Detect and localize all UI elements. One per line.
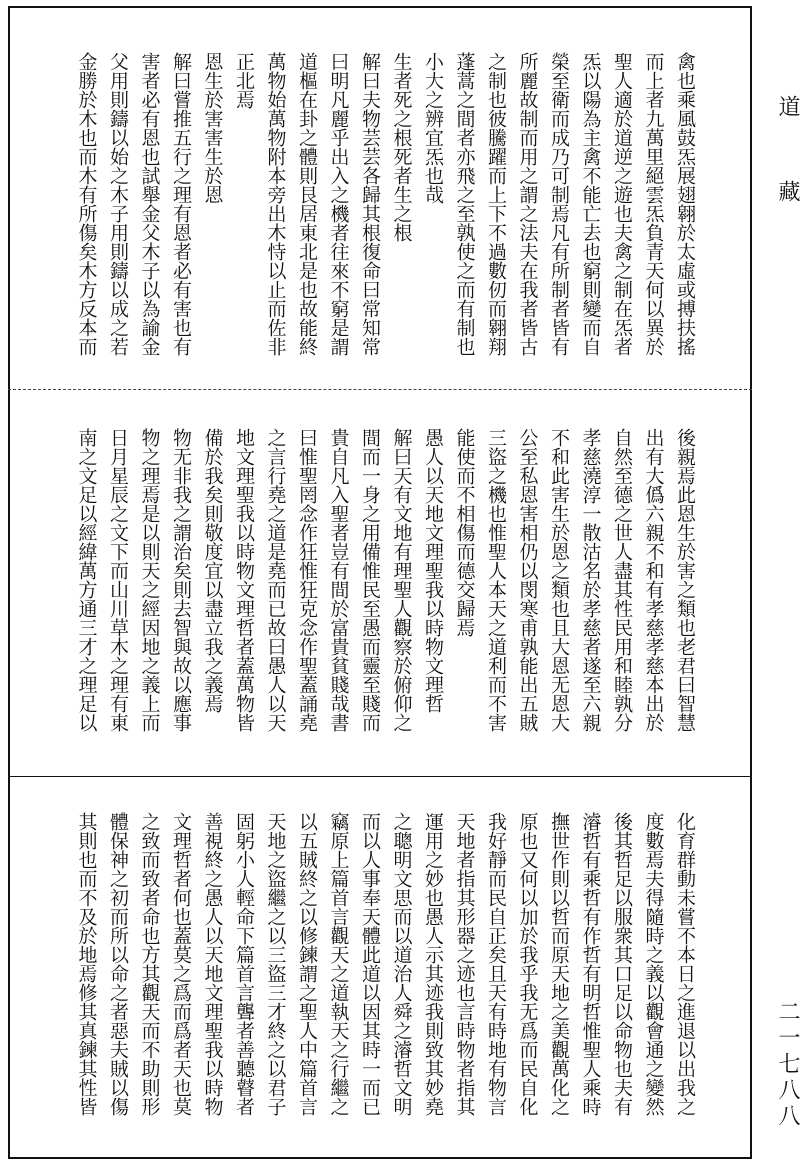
text-column: 日月星辰之文下而山川草木之理有東 <box>107 428 129 732</box>
text-column: 恩生於害害生於恩 <box>201 52 224 204</box>
text-column: 解曰嘗推五行之理有恩者必有害也有 <box>170 52 192 356</box>
margin-title-top: 道 <box>775 95 800 123</box>
text-column: 天地者指其形器之迹也言時物者指其 <box>453 812 476 1116</box>
text-column: 以五賊終之以修鍊謂之聖人中篇首言 <box>296 812 318 1116</box>
text-column: 炁以陽為主禽不能亡去也窮則變而自 <box>579 52 602 356</box>
text-column: 三盜之機也惟聖人本天之道利而不害 <box>485 428 507 732</box>
text-column: 後其哲足以服衆其口足以命物也夫有 <box>611 812 633 1116</box>
text-column: 地文理聖我以時物文理哲者蓋萬物皆 <box>233 428 255 732</box>
band-divider-1 <box>8 389 752 390</box>
text-column: 而上者九萬里絕雲炁負青天何以異於 <box>642 52 665 356</box>
text-column: 孝慈澆淳一散沽名於孝慈者遂至六親 <box>579 428 602 732</box>
band-divider-2 <box>8 776 752 777</box>
text-column: 所麗故制而用之謂之法夫在我者皆古 <box>516 52 539 356</box>
text-column: 公至私恩害相仍以閔寒甫孰能出五賊 <box>516 428 539 732</box>
text-column: 物无非我之謂治矣則去智與故以應事 <box>170 428 192 732</box>
text-column: 榮至衛而成乃可制焉凡有所制者皆有 <box>548 52 570 356</box>
text-column: 運用之妙也愚人示其迹我則致其妙堯 <box>422 812 444 1116</box>
text-column: 貴自凡入聖者豈有間於富貴貧賤哉書 <box>327 428 350 732</box>
text-column: 而以人事奉天體此道以因其時一而已 <box>359 812 381 1116</box>
text-column: 原也又何以加於我乎我无爲而民自化 <box>516 812 539 1116</box>
text-column: 聖人適於道逆之遊也夫禽之制在炁者 <box>611 52 633 356</box>
text-column: 曰明凡麗乎出入之機者往來不窮是謂 <box>327 52 350 356</box>
text-column: 生者死之根死者生之根 <box>390 52 413 242</box>
text-column: 不和此害生於恩之類也且大恩无恩大 <box>548 428 570 732</box>
text-column: 之言行堯之道是堯而已故曰愚人以天 <box>264 428 287 732</box>
text-column: 自然至德之世人盡其性民用和睦孰分 <box>611 428 633 732</box>
text-column: 蓬蒿之間者亦飛之至孰使之而有制也 <box>453 52 476 356</box>
text-column: 備於我矣則敬度宜以盡立我之義焉 <box>201 428 224 713</box>
text-column: 撫世作則以哲而原天地之美觀萬化之 <box>548 812 570 1116</box>
text-column: 禽也乘風鼓炁展翅翱於太虛或搏扶搖 <box>674 52 696 356</box>
text-column: 南之文足以經緯萬方通三才之理足以 <box>75 428 98 732</box>
text-column: 體保神之初而所以命之者惡夫賊以傷 <box>107 812 129 1116</box>
text-column: 能使而不相傷而德交歸焉 <box>453 428 476 637</box>
text-column: 竊原上篇首言觀天之道執天之行繼之 <box>327 812 350 1116</box>
margin-title-bottom: 藏 <box>775 180 800 208</box>
text-column: 後親焉此恩生於害之類也老君曰智慧 <box>674 428 696 732</box>
text-column: 曰惟聖罔念作狂惟狂克念作聖蓋誦堯 <box>296 428 318 732</box>
text-column: 文理哲者何也蓋莫之爲而爲者天也莫 <box>170 812 192 1116</box>
text-column: 化育群動未嘗不本日之進退以出我之 <box>674 812 696 1116</box>
text-column: 間而一身之用備惟民至愚而靈至賤而 <box>359 428 381 732</box>
text-column: 之聰明文思而以道治人舜之濬哲文明 <box>390 812 413 1116</box>
text-column: 解曰天有文地有理聖人觀察於俯仰之 <box>390 428 413 732</box>
text-column: 之制也彼騰躍而上下不過數仞而翱翔 <box>485 52 507 356</box>
text-column: 善視終之愚人以天地文理聖我以時物 <box>201 812 224 1116</box>
text-column: 我好靜而民自正矣且天有時地有物言 <box>485 812 507 1116</box>
margin-page-number: 二一七八八 <box>775 1000 800 1130</box>
text-column: 天地之盜繼之以三盜三才終之以君子 <box>264 812 287 1116</box>
text-column: 父用則鑄以始之木子用則鑄以成之若 <box>107 52 129 356</box>
text-column: 萬物始萬物附本旁出木恃以止而佐非 <box>264 52 287 356</box>
text-column: 正北焉 <box>233 52 255 109</box>
text-column: 濬哲有乘哲有作哲有明哲惟聖人乘時 <box>579 812 602 1116</box>
text-column: 其則也而不及於地焉修其真鍊其性皆 <box>75 812 98 1116</box>
text-column: 之致而致者命也方其觀天而不助則形 <box>138 812 161 1116</box>
text-column: 小大之辨宜炁也哉 <box>422 52 444 204</box>
text-column: 物之理焉是以則天之經因地之義上而 <box>138 428 161 732</box>
text-column: 出有大僞六親不和有孝慈孝慈本出於 <box>642 428 665 732</box>
text-column: 道樞在卦之體則艮居東北是也故能終 <box>296 52 318 356</box>
text-column: 固躬小人輕命下篇首言聾者善聽瞽者 <box>233 812 255 1116</box>
text-column: 度數焉夫得隨時之義以觀會通之變然 <box>642 812 665 1116</box>
text-column: 愚人以天地文理聖我以時物文理哲 <box>422 428 444 713</box>
text-column: 金勝於木也而木有所傷矣木方反本而 <box>75 52 98 356</box>
text-column: 解曰夫物芸芸各歸其根復命曰常知常 <box>359 52 381 356</box>
text-column: 害者必有恩也試舉金父木子以為諭金 <box>138 52 161 356</box>
